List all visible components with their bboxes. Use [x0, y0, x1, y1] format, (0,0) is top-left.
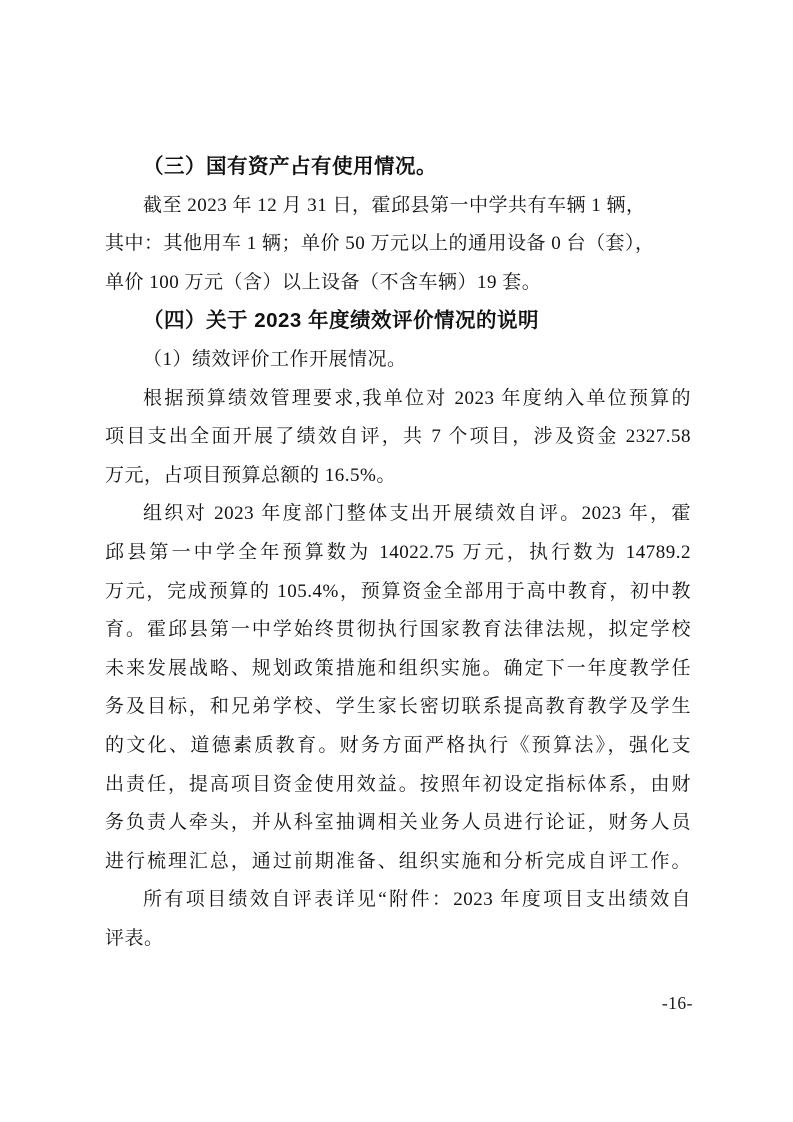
text-line: 务负责人牵头，并从科室抽调相关业务人员进行论证，财务人员	[105, 812, 691, 834]
text-line: 务及目标，和兄弟学校、学生家长密切联系提高教育教学及学生	[105, 696, 691, 718]
text-line: （1）绩效评价工作开展情况。	[143, 348, 407, 370]
text-line: 进行梳理汇总，通过前期准备、组织实施和分析完成自评工作。	[105, 850, 691, 872]
text-line: 项目支出全面开展了绩效自评，共 7 个项目，涉及资金 2327.58	[105, 426, 691, 448]
text-line: 截至 2023 年 12 月 31 日，霍邱县第一中学共有车辆 1 辆，	[143, 194, 646, 216]
text-line: 根据预算绩效管理要求,我单位对 2023 年度纳入单位预算的	[143, 387, 691, 409]
section-heading-4: （四）关于 2023 年度绩效评价情况的说明	[143, 309, 539, 333]
text-line: 的文化、道德素质教育。财务方面严格执行《预算法》，强化支	[105, 734, 691, 756]
text-line: 所有项目绩效自评表详见“附件：2023 年度项目支出绩效自	[143, 889, 691, 911]
text-line: 其中：其他用车 1 辆；单价 50 万元以上的通用设备 0 台（套），	[105, 233, 655, 255]
text-line: 万元，占项目预算总额的 16.5%。	[105, 464, 396, 486]
page-number: -16-	[661, 993, 693, 1013]
text-line: 出责任，提高项目资金使用效益。按照年初设定指标体系，由财	[105, 773, 691, 795]
text-line: 邱县第一中学全年预算数为 14022.75 万元，执行数为 14789.2	[105, 541, 691, 563]
text-line: 万元，完成预算的 105.4%，预算资金全部用于高中教育，初中教	[105, 580, 691, 602]
section-heading-3: （三）国有资产占有使用情况。	[143, 155, 437, 178]
document-body	[105, 148, 691, 958]
text-line: 育。霍邱县第一中学始终贯彻执行国家教育法律法规，拟定学校	[105, 619, 691, 641]
text-line: 评表。	[105, 927, 164, 949]
text-line: 单价 100 万元（含）以上设备（不含车辆）19 套。	[105, 271, 542, 293]
text-line: 组织对 2023 年度部门整体支出开展绩效自评。2023 年，霍	[143, 503, 691, 525]
text-line: 未来发展战略、规划政策措施和组织实施。确定下一年度教学任	[105, 657, 691, 679]
